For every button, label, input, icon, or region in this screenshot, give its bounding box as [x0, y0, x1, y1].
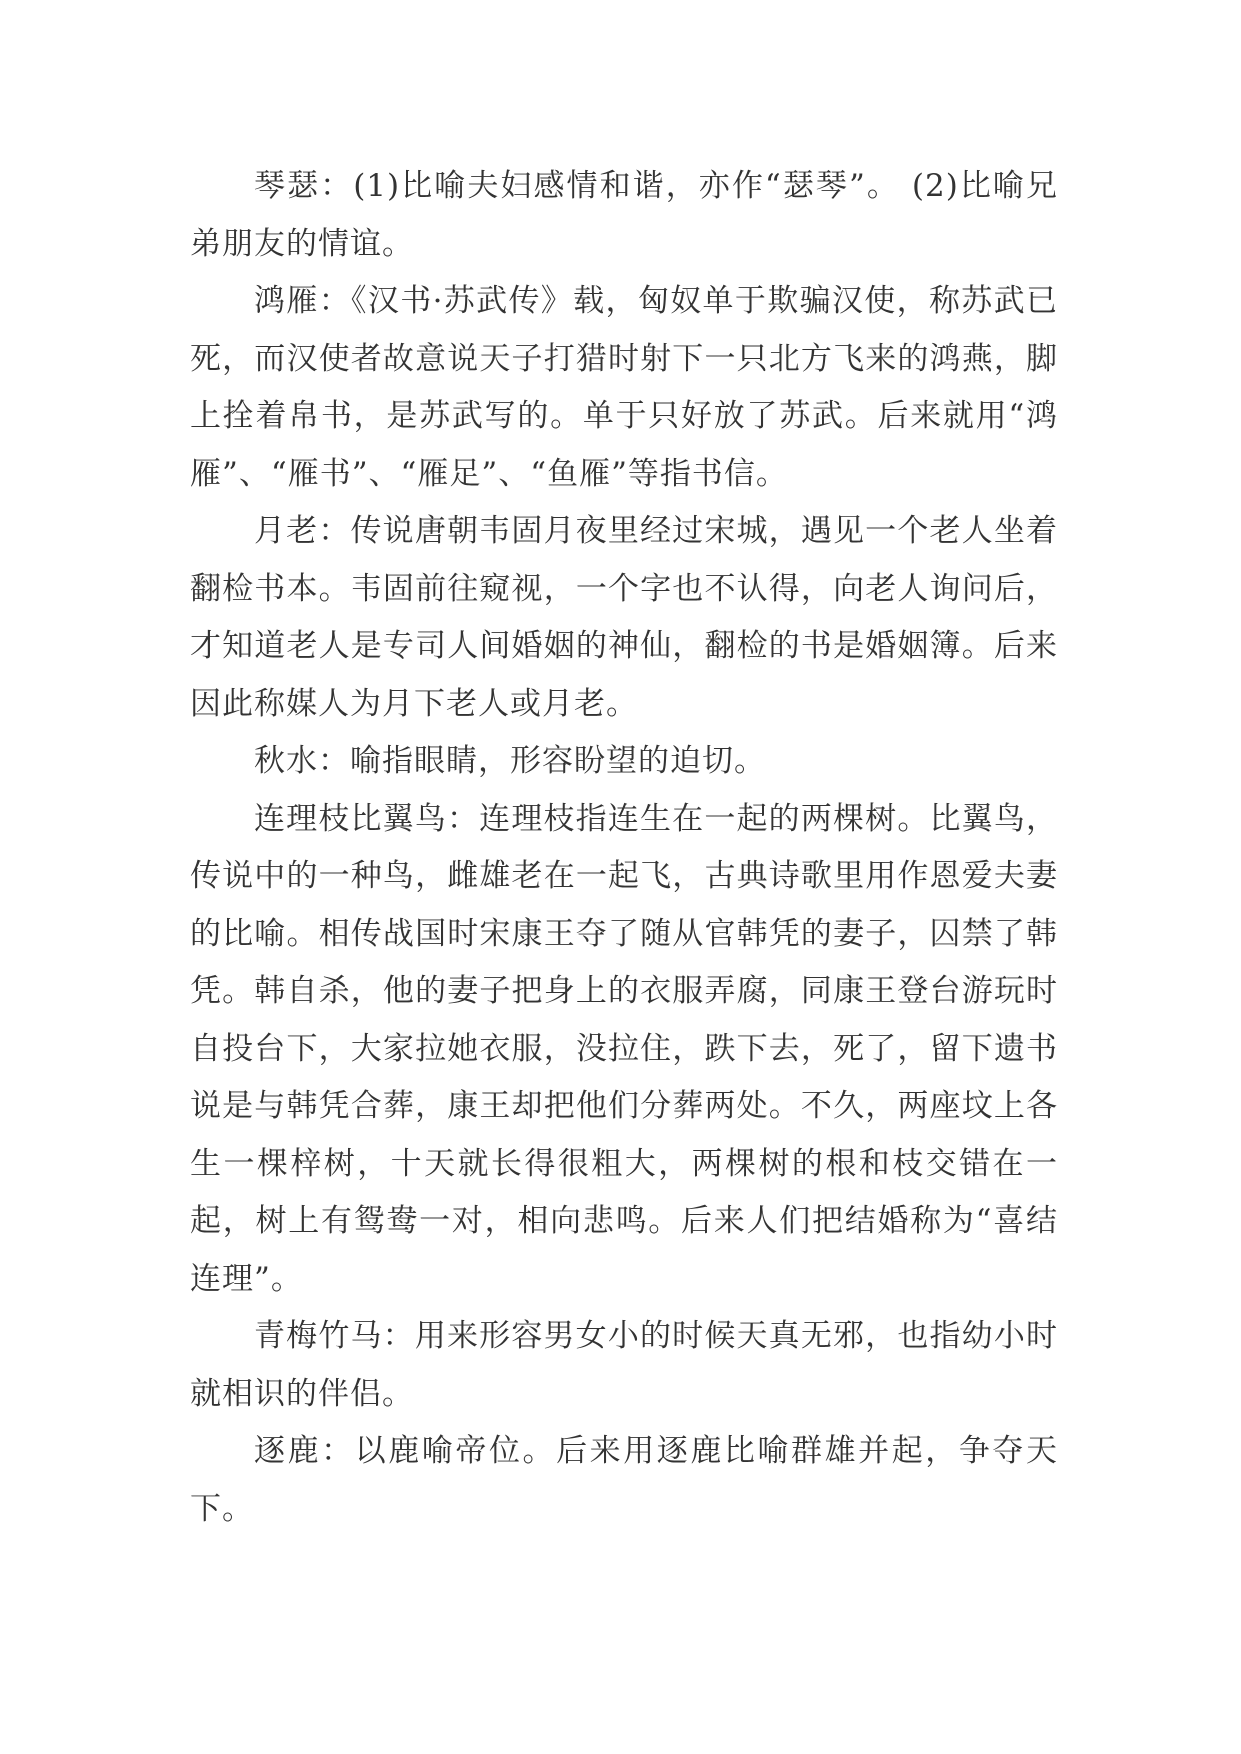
paragraph-qingmeizhuma: 青梅竹马：用来形容男女小的时候天真无邪，也指幼小时就相识的伴侣。 — [190, 1318, 1058, 1412]
paragraph-lianlizhi: 连理枝比翼鸟：连理枝指连生在一起的两棵树。比翼鸟，传说中的一种鸟，雌雄老在一起飞，古典诗歌里用作恩爱夫妻的比喻。相传战国时宋康王夺了随从官韩凭的妻子，囚禁了韩凭。韩自杀，他的妻子把身上的衣服弄腐，同康王登台游玩时自投台下，大家拉她衣服，没拉住，跌下去，死了，留下遗书说是与韩凭合葬，康王却把他们分葬两处。不久，两座坟上各生一棵梓树，十天就长得很粗大，两棵树的根和枝交错在一起，树上有鸳鸯一对，相向悲鸣。后来人们把结婚称为“喜结连理”。 — [190, 800, 1058, 1297]
paragraph-zhulu: 逐鹿：以鹿喻帝位。后来用逐鹿比喻群雄并起，争夺天下。 — [190, 1433, 1058, 1527]
paragraph-yuelao: 月老：传说唐朝韦固月夜里经过宋城，遇见一个老人坐着翻检书本。韦固前往窥视，一个字也不认得，向老人询问后，才知道老人是专司人间婚姻的神仙，翻检的书是婚姻簿。后来因此称媒人为月下老人或月老。 — [190, 513, 1058, 722]
document-body — [190, 158, 1058, 1538]
paragraph-qiushui: 秋水：喻指眼睛，形容盼望的迫切。 — [254, 743, 766, 779]
paragraph-qinse: 琴瑟：(1)比喻夫妇感情和谐，亦作“瑟琴”。 (2)比喻兄弟朋友的情谊。 — [190, 168, 1058, 262]
paragraph-hongyan: 鸿雁：《汉书·苏武传》载，匈奴单于欺骗汉使，称苏武已死，而汉使者故意说天子打猎时射下一只北方飞来的鸿燕，脚上拴着帛书，是苏武写的。单于只好放了苏武。后来就用“鸿雁”、“雁书”、“雁足”、“鱼雁”等指书信。 — [190, 283, 1058, 492]
